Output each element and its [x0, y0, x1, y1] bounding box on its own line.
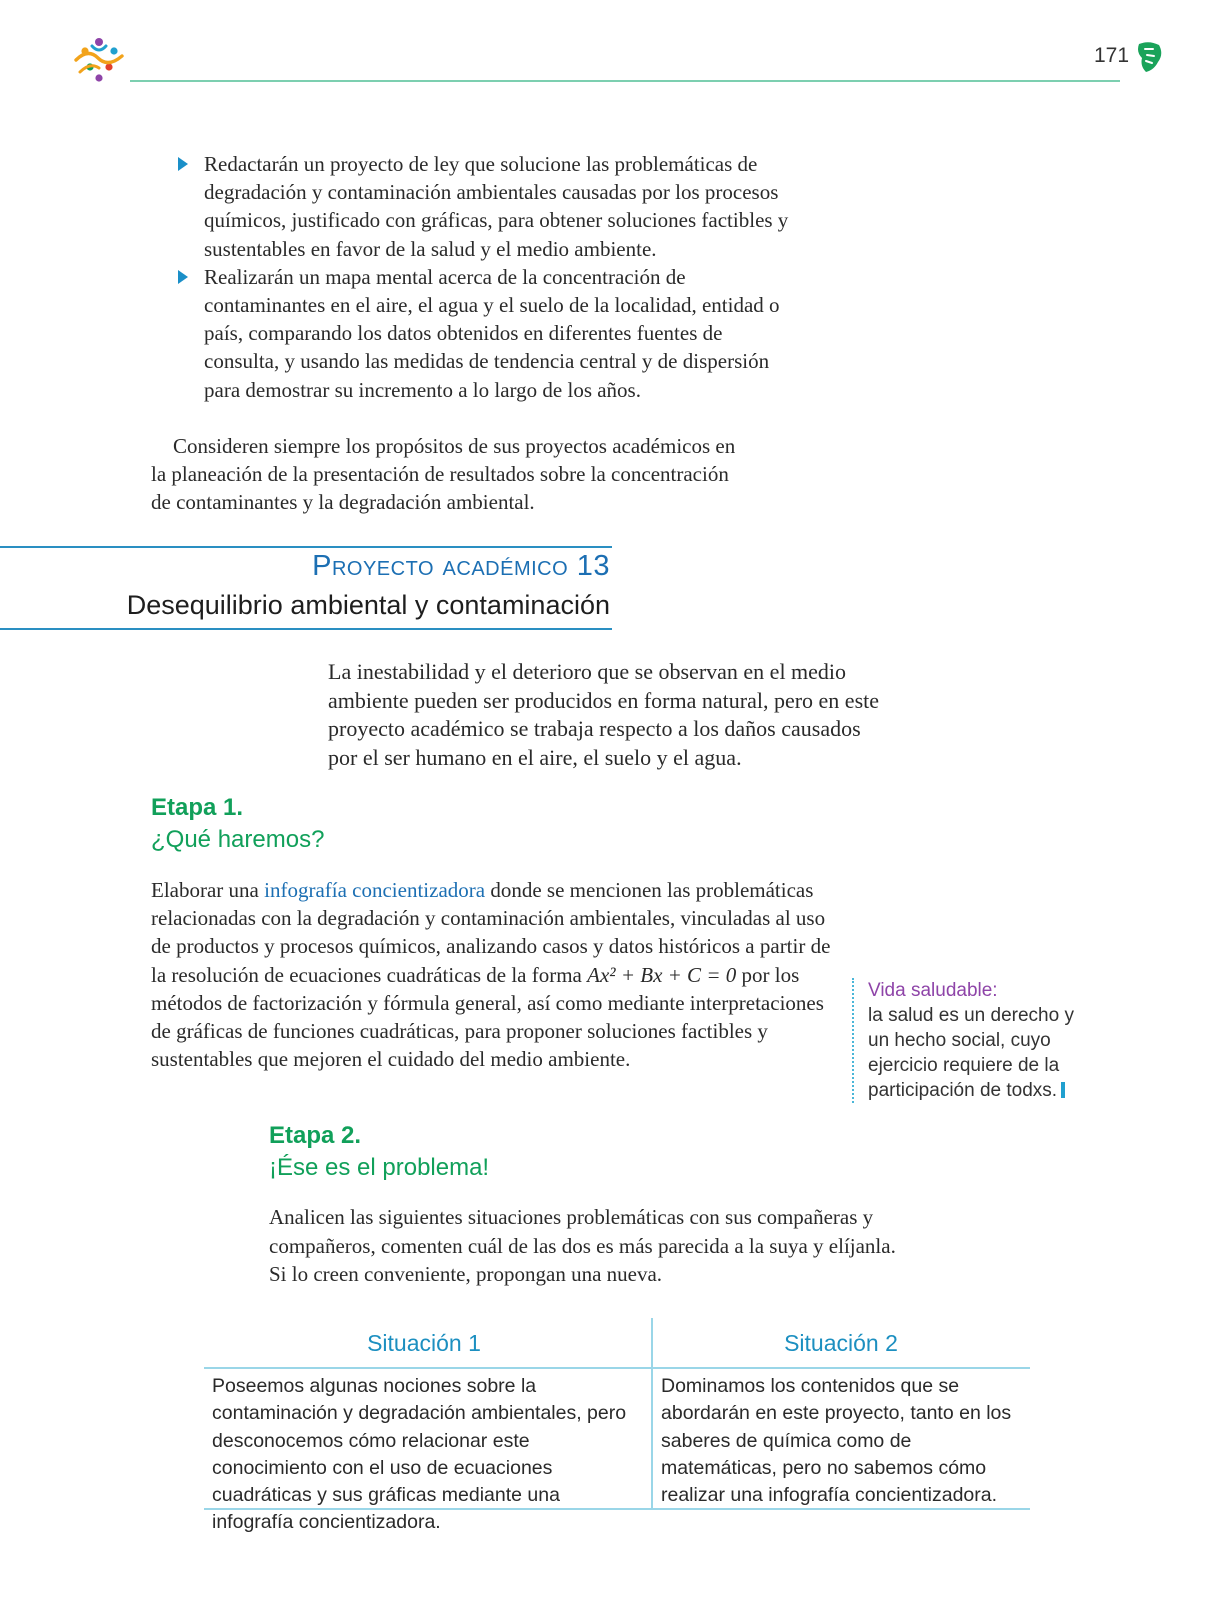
project-rule-bottom	[0, 628, 612, 630]
bullet-text: Realizarán un mapa mental acerca de la concentración de contaminantes en el aire, el agua y el suelo de la localidad, entidad o país, comparando los datos obtenidos en diferentes fuentes de consulta, y usando las medidas de tendencia central y de dispersión para demostrar su incremento a lo largo de los años.	[204, 264, 780, 402]
etapa2-heading	[269, 1120, 489, 1184]
project-rule-top	[0, 546, 612, 548]
side-note-title: Vida saludable:	[868, 980, 998, 1001]
bullet-triangle-icon	[178, 157, 188, 171]
quadratic-equation: Ax² + Bx + C = 0	[587, 962, 737, 987]
etapa1-text-after: por los métodos de factorización y fórmula general, así como mediante interpretaciones de gráficas de funciones cuadráticas, para proponer soluciones factibles y sustentables que mejoren el cuidado del medio ambiente.	[151, 962, 824, 1072]
etapa1-text-mid: donde se mencionen las problemáticas relacionadas con la degradación y contaminación ambientales, vinculadas al uso de productos y procesos químicos, analizando casos y datos históricos a partir de la resolución de ecuaciones cuadráticas de la forma	[151, 878, 831, 987]
etapa1-title: ¿Qué haremos?	[151, 826, 325, 853]
bullet-text: Redactarán un proyecto de ley que solucione las problemáticas de degradación y contaminación ambientales causadas por los procesos químicos, justificado con gráficas, para obtener soluciones factibles y sustentables en favor de la salud y el medio ambiente.	[204, 152, 789, 261]
lead-paragraph: La inestabilidad y el deterioro que se observan en el medio ambiente pueden ser producidos en forma natural, pero en este proyecto académico se trabaja respecto a los daños causados por el ser humano en el aire, el suelo y el agua.	[328, 659, 880, 770]
situation2-header: Situación 2	[784, 1330, 898, 1356]
etapa1-text-before: Elaborar una	[151, 878, 265, 902]
bullet-triangle-icon	[178, 270, 188, 284]
etapa1-paragraph	[151, 876, 831, 1073]
side-note	[852, 978, 1100, 1103]
etapa1-heading	[151, 792, 324, 856]
etapa2-title: ¡Ése es el problema!	[269, 1154, 490, 1181]
project-label: Proyecto académico 13	[312, 550, 610, 582]
etapa2-paragraph: Analicen las siguientes situaciones problemáticas con sus compañeras y compañeros, comenten cuál de las dos es más parecida a la suya y elíjanla. Si lo creen conveniente, propongan una nueva.	[269, 1205, 896, 1286]
project-subtitle: Desequilibrio ambiental y contaminación	[126, 590, 610, 620]
green-mark-icon	[1134, 40, 1164, 74]
bullet-item	[176, 263, 796, 404]
situation1-text: Poseemos algunas nociones sobre la contaminación y degradación ambientales, pero desconocemos cómo relacionar este conocimiento con el uso de ecuaciones cuadráticas y sus gráficas mediante una infografía concientizadora.	[212, 1375, 627, 1534]
bullet-item	[176, 150, 796, 263]
side-note-text: la salud es un derecho y un hecho social, cuyo ejercicio requiere de la participación de todxs.	[868, 1005, 1074, 1101]
etapa2-number: Etapa 2.	[269, 1122, 362, 1149]
header-rule	[130, 80, 1120, 82]
etapa1-number: Etapa 1.	[151, 794, 244, 821]
end-bar-icon	[1061, 1082, 1065, 1098]
bullet-list	[176, 150, 796, 404]
colorful-figures-logo-icon	[72, 34, 126, 84]
infografia-keyword: infografía concientizadora	[264, 878, 486, 902]
intro-paragraph: Consideren siempre los propósitos de sus proyectos académicos en la planeación de la presentación de resultados sobre la concentración de contaminantes y la degradación ambiental.	[151, 434, 736, 514]
situation1-header: Situación 1	[367, 1330, 481, 1356]
table-header-rule	[204, 1367, 1030, 1369]
page-number: 171	[1094, 44, 1130, 67]
situation2-text: Dominamos los contenidos que se abordarán en este proyecto, tanto en los saberes de química como de matemáticas, pero no sabemos cómo realizar una infografía concientizadora.	[661, 1375, 1012, 1507]
